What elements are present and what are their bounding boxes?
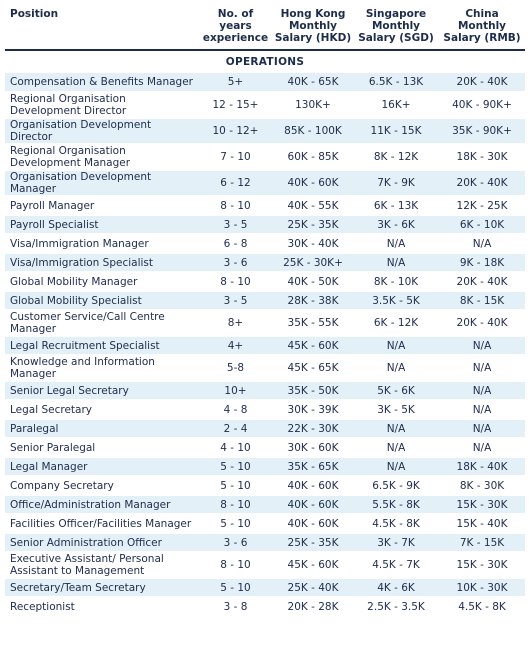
cell-cn-salary: 20K - 40K (439, 170, 525, 196)
cell-cn-salary: N/A (439, 381, 525, 400)
cell-sg-salary: N/A (353, 234, 439, 253)
cell-cn-salary: 12K - 25K (439, 196, 525, 215)
cell-experience: 3 - 5 (198, 291, 273, 310)
cell-sg-salary: 6K - 13K (353, 196, 439, 215)
cell-position: Facilities Officer/Facilities Manager (5, 514, 198, 533)
cell-position: Compensation & Benefits Manager (5, 73, 198, 92)
cell-position: Legal Manager (5, 457, 198, 476)
table-row (5, 438, 525, 457)
table-row (5, 355, 525, 381)
cell-experience: 5 - 10 (198, 476, 273, 495)
cell-experience: 10+ (198, 381, 273, 400)
cell-cn-salary: 20K - 40K (439, 310, 525, 336)
cell-cn-salary: 8K - 30K (439, 476, 525, 495)
cell-cn-salary: N/A (439, 355, 525, 381)
table-row (5, 144, 525, 170)
header-sg-salary: Singapore Monthly Salary (SGD) (353, 0, 439, 50)
cell-cn-salary: 4.5K - 8K (439, 597, 525, 616)
cell-hk-salary: 30K - 40K (273, 234, 353, 253)
table-row (5, 196, 525, 215)
table-row (5, 272, 525, 291)
cell-hk-salary: 35K - 55K (273, 310, 353, 336)
table-row (5, 381, 525, 400)
cell-position: Organisation Development Manager (5, 170, 198, 196)
cell-sg-salary: 3K - 7K (353, 533, 439, 552)
cell-position: Regional Organisation Development Director (5, 92, 198, 118)
cell-cn-salary: 18K - 30K (439, 144, 525, 170)
cell-experience: 5 - 10 (198, 514, 273, 533)
cell-hk-salary: 20K - 28K (273, 597, 353, 616)
cell-sg-salary: N/A (353, 253, 439, 272)
cell-experience: 8 - 10 (198, 495, 273, 514)
cell-hk-salary: 25K - 40K (273, 578, 353, 597)
cell-position: Receptionist (5, 597, 198, 616)
cell-hk-salary: 22K - 30K (273, 419, 353, 438)
table-row (5, 92, 525, 118)
cell-cn-salary: 35K - 90K+ (439, 118, 525, 144)
cell-experience: 4+ (198, 336, 273, 355)
cell-cn-salary: N/A (439, 400, 525, 419)
cell-position: Legal Recruitment Specialist (5, 336, 198, 355)
cell-cn-salary: 20K - 40K (439, 272, 525, 291)
cell-position: Global Mobility Specialist (5, 291, 198, 310)
cell-sg-salary: 5K - 6K (353, 381, 439, 400)
table-row (5, 400, 525, 419)
cell-position: Visa/Immigration Manager (5, 234, 198, 253)
cell-sg-salary: 4.5K - 8K (353, 514, 439, 533)
header-position: Position (5, 0, 198, 50)
cell-hk-salary: 25K - 35K (273, 533, 353, 552)
cell-experience: 3 - 6 (198, 253, 273, 272)
table-row (5, 73, 525, 92)
table-row (5, 310, 525, 336)
salary-table (5, 0, 525, 617)
cell-sg-salary: N/A (353, 457, 439, 476)
cell-hk-salary: 30K - 60K (273, 438, 353, 457)
cell-position: Payroll Manager (5, 196, 198, 215)
table-row (5, 597, 525, 616)
cell-cn-salary: 7K - 15K (439, 533, 525, 552)
cell-sg-salary: 8K - 12K (353, 144, 439, 170)
cell-hk-salary: 40K - 60K (273, 514, 353, 533)
cell-experience: 5-8 (198, 355, 273, 381)
cell-sg-salary: 6.5K - 9K (353, 476, 439, 495)
cell-hk-salary: 40K - 65K (273, 73, 353, 92)
cell-cn-salary: 18K - 40K (439, 457, 525, 476)
cell-cn-salary: N/A (439, 234, 525, 253)
cell-experience: 5 - 10 (198, 457, 273, 476)
cell-cn-salary: 10K - 30K (439, 578, 525, 597)
header-hk-salary: Hong Kong Monthly Salary (HKD) (273, 0, 353, 50)
cell-cn-salary: 15K - 30K (439, 495, 525, 514)
cell-experience: 12 - 15+ (198, 92, 273, 118)
cell-sg-salary: 3K - 5K (353, 400, 439, 419)
cell-sg-salary: 16K+ (353, 92, 439, 118)
table-row (5, 253, 525, 272)
cell-position: Visa/Immigration Specialist (5, 253, 198, 272)
table-row (5, 533, 525, 552)
cell-sg-salary: 6.5K - 13K (353, 73, 439, 92)
cell-experience: 8 - 10 (198, 196, 273, 215)
table-row (5, 118, 525, 144)
cell-sg-salary: 2.5K - 3.5K (353, 597, 439, 616)
cell-experience: 4 - 8 (198, 400, 273, 419)
cell-experience: 10 - 12+ (198, 118, 273, 144)
cell-cn-salary: N/A (439, 438, 525, 457)
cell-experience: 3 - 5 (198, 215, 273, 234)
cell-cn-salary: 9K - 18K (439, 253, 525, 272)
cell-sg-salary: 4K - 6K (353, 578, 439, 597)
cell-experience: 5 - 10 (198, 578, 273, 597)
cell-sg-salary: 3K - 6K (353, 215, 439, 234)
header-experience: No. of years experience (198, 0, 273, 50)
cell-position: Senior Legal Secretary (5, 381, 198, 400)
cell-position: Legal Secretary (5, 400, 198, 419)
cell-sg-salary: N/A (353, 336, 439, 355)
table-row (5, 291, 525, 310)
table-row (5, 419, 525, 438)
cell-hk-salary: 40K - 50K (273, 272, 353, 291)
cell-position: Executive Assistant/ Personal Assistant to Management (5, 552, 198, 578)
cell-hk-salary: 28K - 38K (273, 291, 353, 310)
table-row (5, 578, 525, 597)
cell-experience: 4 - 10 (198, 438, 273, 457)
cell-sg-salary: N/A (353, 419, 439, 438)
cell-position: Customer Service/Call Centre Manager (5, 310, 198, 336)
table-row (5, 234, 525, 253)
table-row (5, 457, 525, 476)
cell-experience: 5+ (198, 73, 273, 92)
cell-hk-salary: 30K - 39K (273, 400, 353, 419)
table-row (5, 552, 525, 578)
cell-position: Organisation Development Director (5, 118, 198, 144)
cell-position: Regional Organisation Development Manager (5, 144, 198, 170)
cell-position: Office/Administration Manager (5, 495, 198, 514)
cell-experience: 3 - 8 (198, 597, 273, 616)
cell-position: Knowledge and Information Manager (5, 355, 198, 381)
section-title: OPERATIONS (225, 56, 305, 68)
header-cn-salary: China Monthly Salary (RMB) (439, 0, 525, 50)
cell-sg-salary: 3.5K - 5K (353, 291, 439, 310)
cell-experience: 7 - 10 (198, 144, 273, 170)
cell-experience: 2 - 4 (198, 419, 273, 438)
cell-cn-salary: 6K - 10K (439, 215, 525, 234)
cell-hk-salary: 130K+ (273, 92, 353, 118)
cell-sg-salary: 6K - 12K (353, 310, 439, 336)
cell-position: Senior Paralegal (5, 438, 198, 457)
cell-hk-salary: 60K - 85K (273, 144, 353, 170)
cell-sg-salary: 5.5K - 8K (353, 495, 439, 514)
cell-position: Company Secretary (5, 476, 198, 495)
cell-hk-salary: 40K - 60K (273, 476, 353, 495)
cell-cn-salary: N/A (439, 419, 525, 438)
cell-position: Secretary/Team Secretary (5, 578, 198, 597)
cell-position: Paralegal (5, 419, 198, 438)
cell-hk-salary: 40K - 60K (273, 170, 353, 196)
cell-experience: 6 - 12 (198, 170, 273, 196)
table-row (5, 336, 525, 355)
table-row (5, 495, 525, 514)
cell-sg-salary: N/A (353, 355, 439, 381)
cell-hk-salary: 85K - 100K (273, 118, 353, 144)
cell-hk-salary: 35K - 65K (273, 457, 353, 476)
cell-hk-salary: 45K - 60K (273, 552, 353, 578)
cell-position: Payroll Specialist (5, 215, 198, 234)
cell-cn-salary: 20K - 40K (439, 73, 525, 92)
cell-hk-salary: 40K - 60K (273, 495, 353, 514)
cell-hk-salary: 45K - 65K (273, 355, 353, 381)
cell-experience: 8 - 10 (198, 272, 273, 291)
section-header-row (5, 50, 525, 73)
cell-experience: 8 - 10 (198, 552, 273, 578)
cell-cn-salary: 15K - 40K (439, 514, 525, 533)
cell-hk-salary: 40K - 55K (273, 196, 353, 215)
cell-cn-salary: N/A (439, 336, 525, 355)
cell-experience: 8+ (198, 310, 273, 336)
cell-sg-salary: 8K - 10K (353, 272, 439, 291)
cell-cn-salary: 40K - 90K+ (439, 92, 525, 118)
cell-hk-salary: 45K - 60K (273, 336, 353, 355)
cell-experience: 6 - 8 (198, 234, 273, 253)
cell-sg-salary: N/A (353, 438, 439, 457)
cell-hk-salary: 35K - 50K (273, 381, 353, 400)
cell-position: Global Mobility Manager (5, 272, 198, 291)
cell-position: Senior Administration Officer (5, 533, 198, 552)
table-row (5, 514, 525, 533)
table-header-row (5, 0, 525, 50)
cell-sg-salary: 7K - 9K (353, 170, 439, 196)
cell-cn-salary: 15K - 30K (439, 552, 525, 578)
cell-hk-salary: 25K - 35K (273, 215, 353, 234)
cell-experience: 3 - 6 (198, 533, 273, 552)
table-row (5, 476, 525, 495)
cell-hk-salary: 25K - 30K+ (273, 253, 353, 272)
table-row (5, 170, 525, 196)
cell-sg-salary: 11K - 15K (353, 118, 439, 144)
cell-cn-salary: 8K - 15K (439, 291, 525, 310)
table-row (5, 215, 525, 234)
cell-sg-salary: 4.5K - 7K (353, 552, 439, 578)
